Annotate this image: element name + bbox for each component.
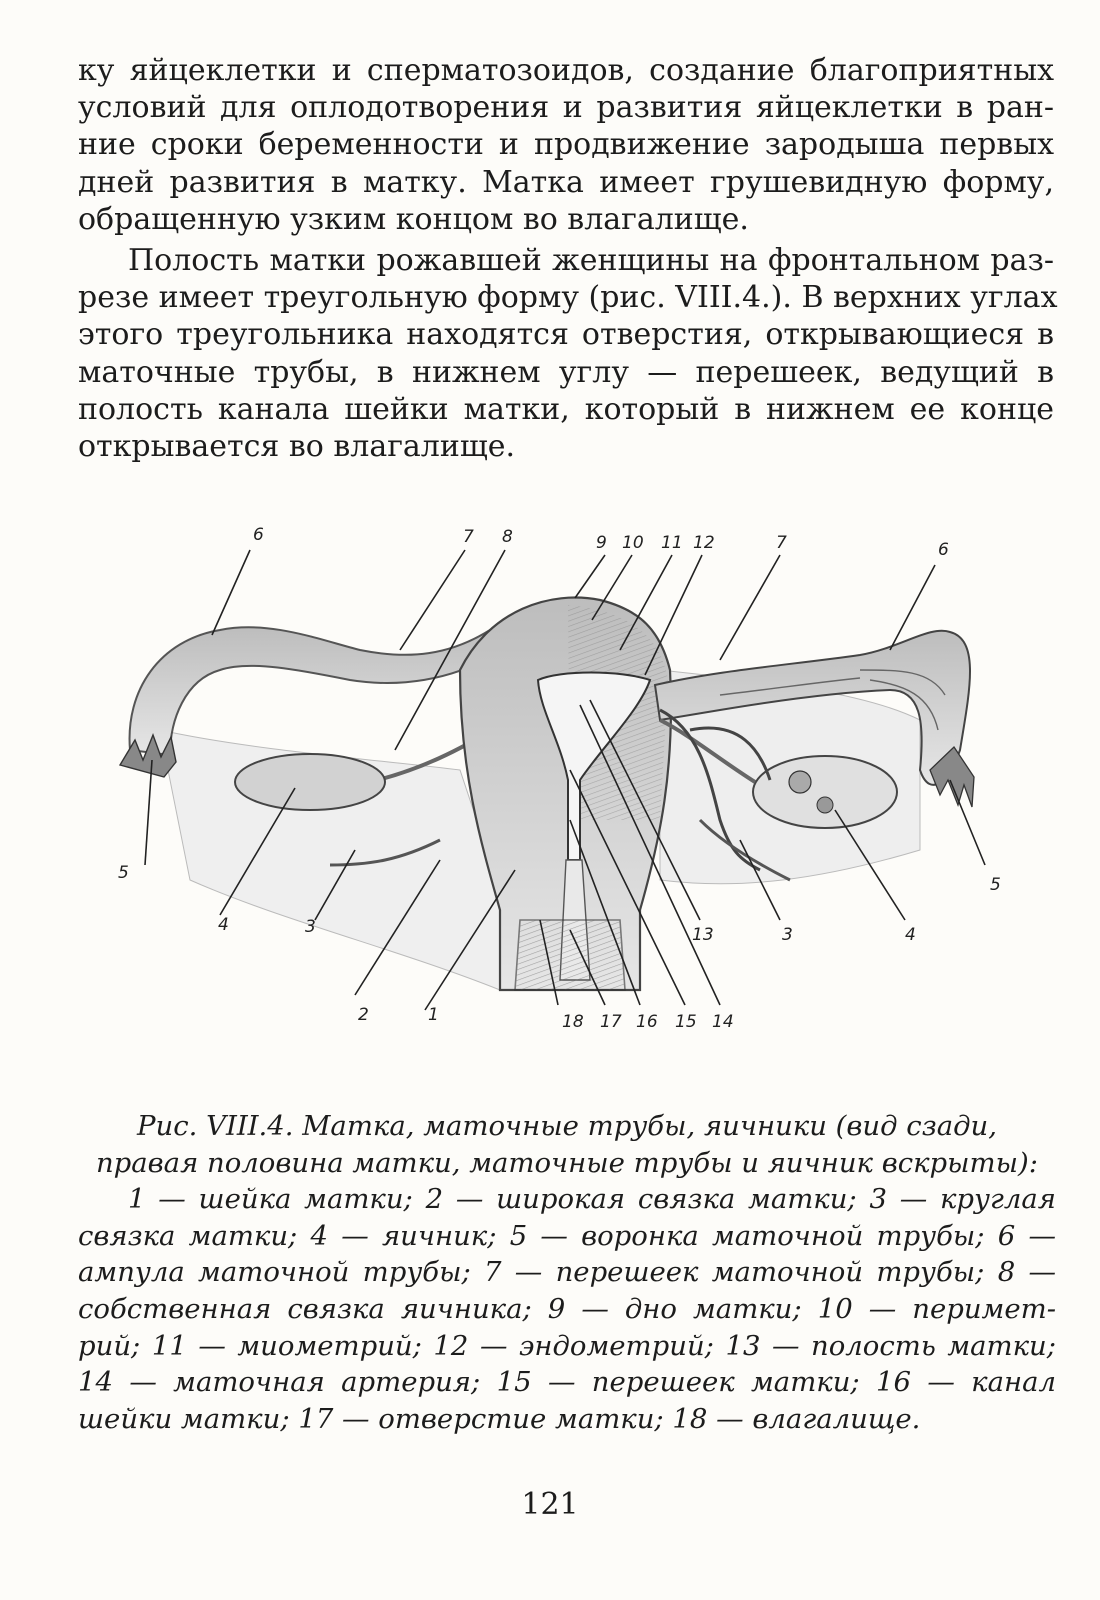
text-line: резе имеет треугольную форму (рис. VIII.4.). В верхних углах [78,280,1058,316]
label-16: 16 [636,1012,658,1032]
caption-line: шейки матки; 17 — отверстие матки; 18 — влагалище. [78,1402,921,1435]
caption-title-line: Рис. VIII.4. Матка, маточные трубы, яичники (вид сзади, [137,1110,997,1142]
label-6-right: 6 [938,540,949,560]
ovary-follicle [789,771,811,793]
label-17: 17 [600,1012,622,1032]
caption-line: рий; 11 — миометрий; 12 — эндометрий; 13 — полость матки; [78,1329,1056,1362]
label-7-right: 7 [776,533,787,553]
text-line: маточные трубы, в нижнем углу — перешеек, ведущий в [78,354,1054,390]
label-9: 9 [596,533,607,553]
label-15: 15 [675,1012,697,1032]
label-18: 18 [562,1012,584,1032]
label-14: 14 [712,1012,734,1032]
right-ovary [753,756,897,828]
label-12: 12 [693,533,715,553]
text-line: условий для оплодотворения и развития яйцеклетки в ран- [78,90,1054,126]
text-line: этого треугольника находятся отверстия, открывающиеся в [78,317,1054,353]
paragraph-1 [78,52,1054,238]
text-line: открывается во влагалище. [78,429,516,465]
text-line: ку яйцеклетки и сперматозоидов, создание благоприятных [78,53,1054,88]
page-number: 121 [521,1487,579,1522]
label-6-left: 6 [253,525,264,545]
paragraph-2 [78,242,1058,465]
label-1: 1 [428,1005,439,1025]
caption-line: 14 — маточная артерия; 15 — перешеек матки; 16 — канал [78,1366,1056,1399]
label-10: 10 [622,533,644,553]
label-3-left: 3 [305,917,316,937]
text-line: дней развития в матку. Матка имеет грушевидную форму, [78,164,1054,200]
label-2: 2 [358,1005,369,1025]
label-4-left: 4 [218,915,229,935]
label-8: 8 [502,527,513,547]
caption-line: ампула маточной трубы; 7 — перешеек маточной трубы; 8 — [78,1256,1056,1289]
label-5-right: 5 [990,875,1001,895]
figure-caption [78,1108,1056,1437]
text-line: Полость матки рожавшей женщины на фронтальном раз- [128,243,1054,278]
label-7-left: 7 [463,527,474,547]
label-4-right: 4 [905,925,916,945]
text-line: обращенную узким концом во влагалище. [78,201,749,237]
caption-line: 1 — шейка матки; 2 — широкая связка матки; 3 — круглая [128,1183,1056,1216]
label-5-left: 5 [118,863,129,883]
left-ovary [235,754,385,810]
caption-title-line: правая половина матки, маточные трубы и яичник вскрыты): [95,1146,1039,1179]
ovary-follicle [817,797,833,813]
label-13: 13 [692,925,714,945]
caption-line: связка матки; 4 — яичник; 5 — воронка маточной трубы; 6 — [78,1219,1056,1252]
label-3-right: 3 [782,925,793,945]
label-11: 11 [661,533,683,553]
uterus-diagram [100,520,1020,1050]
text-line: полость канала шейки матки, который в нижнем ее конце [78,391,1054,427]
caption-line: собственная связка яичника; 9 — дно матки; 10 — перимет- [78,1292,1056,1325]
text-line: ние сроки беременности и продвижение зародыша первых [78,127,1054,163]
